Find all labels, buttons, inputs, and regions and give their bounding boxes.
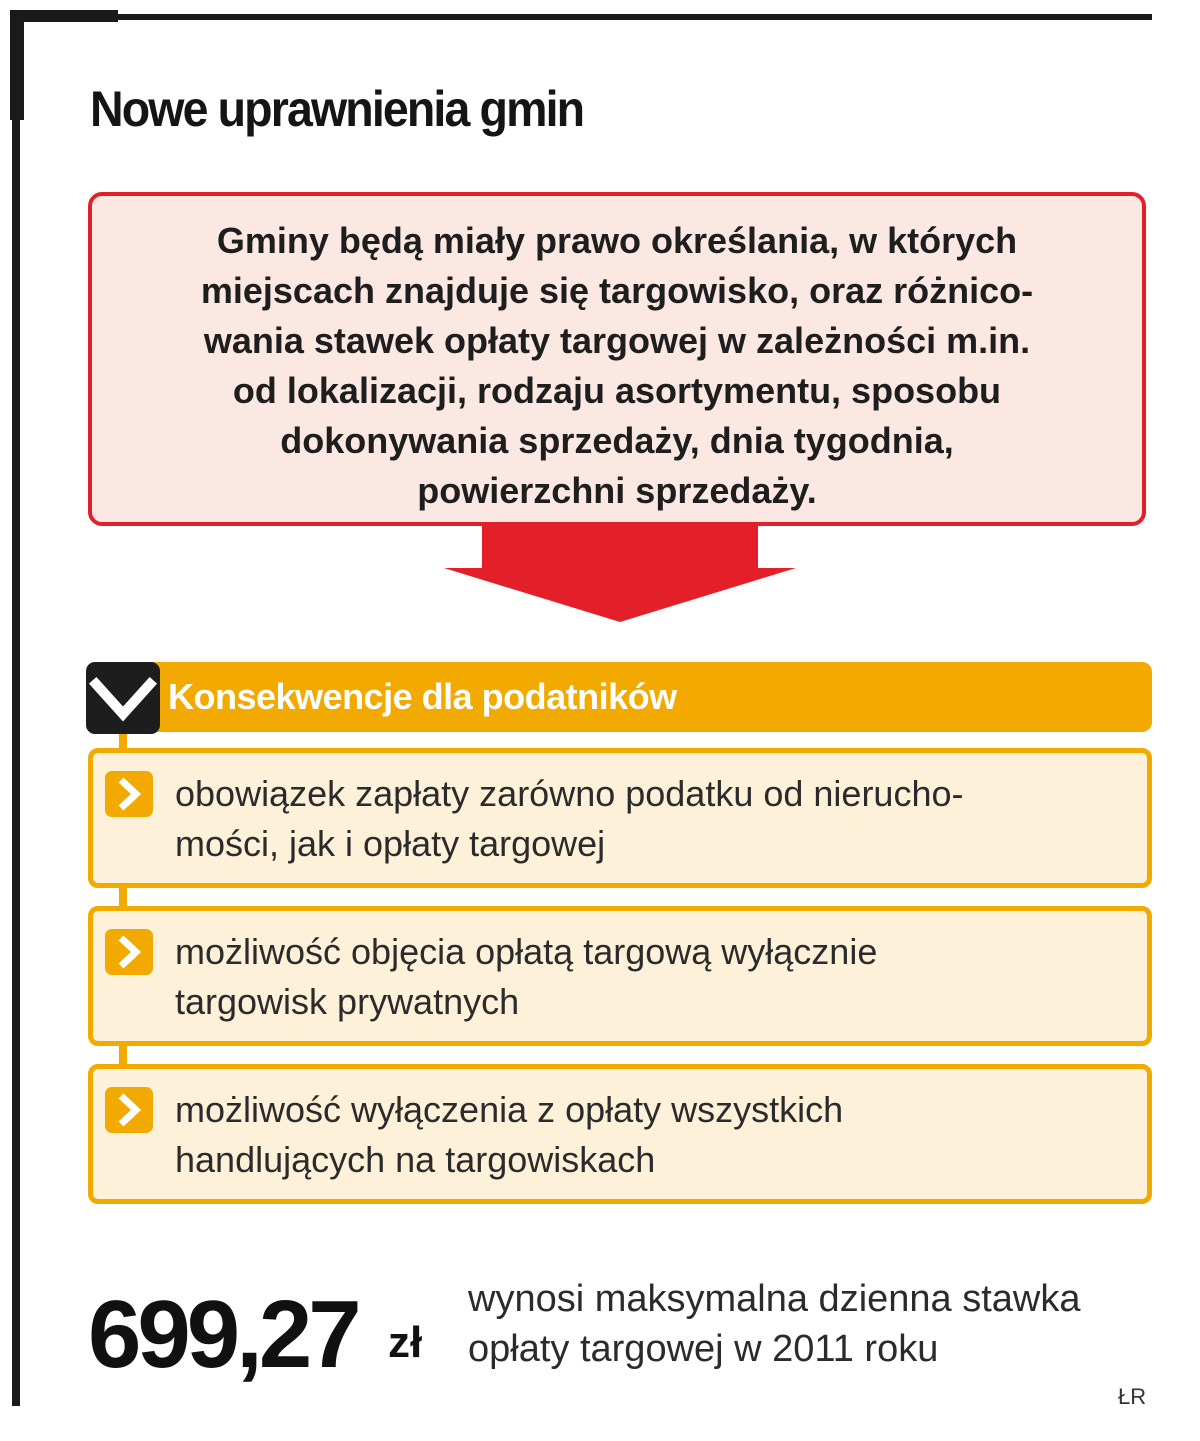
list-item [88,1064,1152,1204]
consequences-title: Konsekwencje dla podatników [168,676,677,717]
list-item-text: możliwość objęcia opłatą targową wyłącznie targowisk prywatnych [175,931,878,1022]
frame-left-rule [12,10,20,1406]
stat-unit: zł [388,1318,423,1367]
list-item-text: obowiązek zapłaty zarówno podatku od nierucho- mości, jak i opłaty targowej [175,773,964,864]
frame-top-rule [10,14,1152,20]
down-arrow-icon [444,526,796,622]
list-item-text: możliwość wyłączenia z opłaty wszystkich handlujących na targowiskach [175,1089,844,1180]
chevron-right-icon [105,1087,153,1133]
list-item [88,906,1152,1046]
page-title: Nowe uprawnienia gmin [90,81,584,137]
list-item [88,748,1152,888]
stat-value: 699,27 [88,1281,358,1388]
info-box [88,192,1146,526]
checkmark-icon [86,662,160,734]
frame-corner-top [10,10,118,22]
info-box-text: Gminy będą miały prawo określania, w których miejscach znajduje się targowisko, oraz różnico- wania stawek opłaty targowej w zależności m.in. od lokalizacji, rodzaju asortymentu, sposobu dokonywania sprzedaży, dnia tygodnia, powierzchni sprzedaży. [200,220,1034,511]
chevron-right-icon [105,771,153,817]
author-credit: ŁR [1118,1384,1147,1409]
chevron-right-icon [105,929,153,975]
stat-description: wynosi maksymalna dzienna stawka opłaty targowej w 2011 roku [468,1278,1081,1370]
